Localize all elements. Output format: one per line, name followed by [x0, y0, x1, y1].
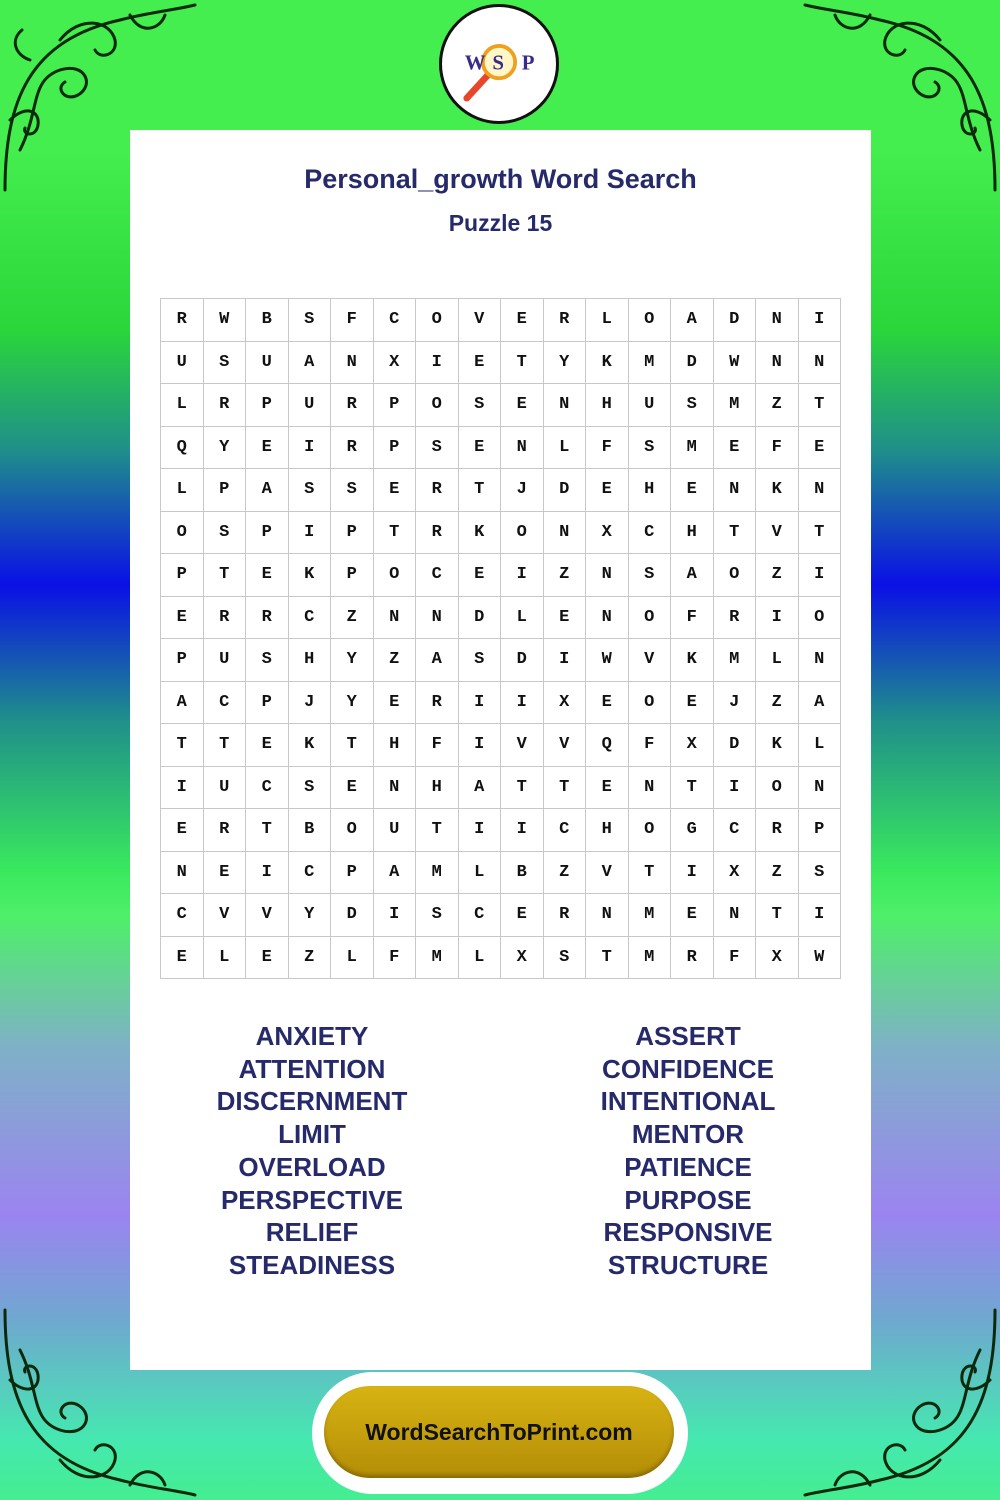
grid-cell[interactable]: P — [374, 427, 417, 470]
grid-cell[interactable]: Z — [756, 554, 799, 597]
grid-cell[interactable]: O — [331, 809, 374, 852]
grid-cell[interactable]: X — [544, 682, 587, 725]
site-logo[interactable] — [439, 4, 559, 124]
grid-cell[interactable]: C — [374, 299, 417, 342]
grid-cell[interactable]: T — [204, 554, 247, 597]
grid-cell[interactable]: O — [799, 597, 842, 640]
grid-cell[interactable]: N — [374, 767, 417, 810]
grid-cell[interactable]: E — [246, 427, 289, 470]
grid-cell[interactable]: S — [416, 427, 459, 470]
grid-cell[interactable]: E — [671, 894, 714, 937]
grid-cell[interactable]: F — [586, 427, 629, 470]
grid-cell[interactable]: A — [671, 554, 714, 597]
grid-cell[interactable]: E — [161, 597, 204, 640]
grid-cell[interactable]: I — [289, 427, 332, 470]
grid-cell[interactable]: N — [501, 427, 544, 470]
grid-cell[interactable]: N — [586, 894, 629, 937]
grid-cell[interactable]: E — [459, 342, 502, 385]
grid-cell[interactable]: I — [289, 512, 332, 555]
website-button[interactable]: WordSearchToPrint.com — [324, 1386, 674, 1478]
grid-cell[interactable]: T — [374, 512, 417, 555]
grid-cell[interactable]: S — [459, 384, 502, 427]
grid-cell[interactable]: Y — [331, 682, 374, 725]
grid-cell[interactable]: N — [629, 767, 672, 810]
grid-cell[interactable]: F — [756, 427, 799, 470]
grid-cell[interactable]: Q — [161, 427, 204, 470]
grid-cell[interactable]: T — [671, 767, 714, 810]
grid-cell[interactable]: E — [204, 852, 247, 895]
logo-letter-s: S — [492, 50, 504, 75]
grid-cell[interactable]: F — [671, 597, 714, 640]
grid-cell[interactable]: D — [459, 597, 502, 640]
grid-cell[interactable]: I — [544, 639, 587, 682]
grid-cell[interactable]: I — [799, 299, 842, 342]
grid-cell[interactable]: V — [501, 724, 544, 767]
grid-cell[interactable]: Z — [756, 384, 799, 427]
grid-cell[interactable]: I — [756, 597, 799, 640]
grid-cell[interactable]: X — [756, 937, 799, 980]
grid-cell[interactable]: V — [204, 894, 247, 937]
grid-cell[interactable]: S — [289, 767, 332, 810]
grid-cell[interactable]: T — [161, 724, 204, 767]
grid-cell[interactable]: S — [459, 639, 502, 682]
grid-cell[interactable]: A — [459, 767, 502, 810]
grid-cell[interactable]: U — [289, 384, 332, 427]
word-list-item: PURPOSE — [624, 1184, 752, 1215]
grid-cell[interactable]: A — [161, 682, 204, 725]
grid-cell[interactable]: K — [756, 469, 799, 512]
grid-cell[interactable]: C — [161, 894, 204, 937]
grid-cell[interactable]: F — [629, 724, 672, 767]
grid-cell[interactable]: R — [671, 937, 714, 980]
grid-cell[interactable]: K — [671, 639, 714, 682]
grid-cell[interactable]: H — [586, 809, 629, 852]
grid-cell[interactable]: H — [416, 767, 459, 810]
word-list-item: MENTOR — [631, 1119, 745, 1150]
grid-cell[interactable]: R — [416, 682, 459, 725]
grid-cell[interactable]: Z — [756, 852, 799, 895]
grid-cell[interactable]: H — [289, 639, 332, 682]
grid-cell[interactable]: T — [799, 384, 842, 427]
grid-cell[interactable]: N — [799, 639, 842, 682]
grid-cell[interactable]: C — [289, 597, 332, 640]
grid-cell[interactable]: P — [331, 852, 374, 895]
grid-cell[interactable]: D — [544, 469, 587, 512]
grid-cell[interactable]: I — [799, 554, 842, 597]
grid-cell[interactable]: I — [714, 767, 757, 810]
grid-cell[interactable]: I — [459, 809, 502, 852]
grid-cell[interactable]: D — [714, 299, 757, 342]
grid-cell[interactable]: S — [204, 342, 247, 385]
grid-cell[interactable]: P — [331, 554, 374, 597]
grid-cell[interactable]: L — [544, 427, 587, 470]
grid-cell[interactable]: O — [416, 384, 459, 427]
grid-cell[interactable]: G — [671, 809, 714, 852]
grid-cell[interactable]: Z — [374, 639, 417, 682]
grid-cell[interactable]: M — [714, 639, 757, 682]
grid-cell[interactable]: A — [416, 639, 459, 682]
grid-cell[interactable]: N — [756, 342, 799, 385]
grid-cell[interactable]: F — [714, 937, 757, 980]
puzzle-title: Personal_growth Word Search — [304, 164, 697, 194]
grid-cell[interactable]: K — [289, 724, 332, 767]
grid-cell[interactable]: C — [714, 809, 757, 852]
word-list-item: RESPONSIVE — [603, 1217, 773, 1248]
word-list-left — [162, 1020, 462, 1282]
word-list-item: PATIENCE — [624, 1151, 752, 1182]
magnifier-icon — [442, 7, 556, 121]
grid-cell[interactable]: L — [756, 639, 799, 682]
grid-cell[interactable]: F — [374, 937, 417, 980]
grid-cell[interactable]: D — [331, 894, 374, 937]
footer-button-frame — [312, 1372, 688, 1494]
grid-cell[interactable]: E — [501, 894, 544, 937]
grid-cell[interactable]: E — [671, 682, 714, 725]
word-list-item: CONFIDENCE — [602, 1053, 774, 1084]
grid-cell[interactable]: P — [246, 384, 289, 427]
grid-cell[interactable]: S — [671, 384, 714, 427]
grid-cell[interactable]: T — [544, 767, 587, 810]
grid-cell[interactable]: E — [501, 384, 544, 427]
grid-cell[interactable]: L — [161, 384, 204, 427]
grid-cell[interactable]: T — [459, 469, 502, 512]
grid-cell[interactable]: L — [586, 299, 629, 342]
grid-cell[interactable]: I — [501, 554, 544, 597]
grid-cell[interactable]: K — [459, 512, 502, 555]
grid-cell[interactable]: N — [331, 342, 374, 385]
grid-cell[interactable]: E — [544, 597, 587, 640]
grid-cell[interactable]: O — [501, 512, 544, 555]
grid-cell[interactable]: O — [629, 682, 672, 725]
grid-cell[interactable]: T — [416, 809, 459, 852]
grid-cell[interactable]: U — [161, 342, 204, 385]
grid-cell[interactable]: M — [629, 894, 672, 937]
grid-cell[interactable]: R — [756, 809, 799, 852]
grid-cell[interactable]: W — [714, 342, 757, 385]
grid-cell[interactable]: L — [459, 852, 502, 895]
grid-cell[interactable]: S — [289, 299, 332, 342]
grid-cell[interactable]: H — [374, 724, 417, 767]
grid-cell[interactable]: L — [799, 724, 842, 767]
grid-cell[interactable]: K — [289, 554, 332, 597]
grid-cell[interactable]: A — [289, 342, 332, 385]
grid-cell[interactable]: E — [246, 724, 289, 767]
grid-cell[interactable]: X — [586, 512, 629, 555]
grid-cell[interactable]: V — [459, 299, 502, 342]
grid-cell[interactable]: S — [246, 639, 289, 682]
grid-cell[interactable]: A — [246, 469, 289, 512]
grid-cell[interactable]: I — [501, 809, 544, 852]
grid-cell[interactable]: O — [629, 597, 672, 640]
word-list-item: STEADINESS — [228, 1249, 396, 1280]
grid-cell[interactable]: D — [671, 342, 714, 385]
grid-cell[interactable]: R — [161, 299, 204, 342]
grid-cell[interactable]: C — [246, 767, 289, 810]
word-list-item: PERSPECTIVE — [220, 1184, 404, 1215]
grid-cell[interactable]: S — [799, 852, 842, 895]
grid-cell[interactable]: W — [586, 639, 629, 682]
grid-cell[interactable]: M — [671, 427, 714, 470]
grid-cell[interactable]: E — [714, 427, 757, 470]
grid-cell[interactable]: S — [544, 937, 587, 980]
grid-cell[interactable]: L — [161, 469, 204, 512]
logo-letter-w: W — [464, 50, 486, 75]
word-list-item: ANXIETY — [255, 1021, 369, 1051]
grid-cell[interactable]: I — [374, 894, 417, 937]
grid-cell[interactable]: M — [714, 384, 757, 427]
grid-cell[interactable]: U — [204, 767, 247, 810]
grid-cell[interactable]: Z — [331, 597, 374, 640]
grid-cell[interactable]: P — [161, 639, 204, 682]
grid-cell[interactable]: B — [501, 852, 544, 895]
grid-cell[interactable]: T — [331, 724, 374, 767]
grid-cell[interactable]: A — [799, 682, 842, 725]
grid-cell[interactable]: H — [586, 384, 629, 427]
grid-cell[interactable]: R — [204, 597, 247, 640]
grid-cell[interactable]: B — [289, 809, 332, 852]
grid-cell[interactable]: E — [671, 469, 714, 512]
grid-cell[interactable]: Q — [586, 724, 629, 767]
grid-cell[interactable]: P — [374, 384, 417, 427]
grid-cell[interactable]: Z — [756, 682, 799, 725]
grid-cell[interactable]: M — [416, 852, 459, 895]
grid-cell[interactable]: N — [799, 469, 842, 512]
grid-cell[interactable]: U — [204, 639, 247, 682]
grid-cell[interactable]: V — [586, 852, 629, 895]
grid-cell[interactable]: O — [629, 299, 672, 342]
grid-cell[interactable]: O — [629, 809, 672, 852]
grid-cell[interactable]: R — [246, 597, 289, 640]
word-list-right — [538, 1020, 838, 1282]
grid-cell[interactable]: Y — [331, 639, 374, 682]
grid-cell[interactable]: E — [161, 937, 204, 980]
grid-cell[interactable]: H — [629, 469, 672, 512]
grid-cell[interactable]: R — [204, 809, 247, 852]
grid-cell[interactable]: M — [629, 342, 672, 385]
grid-cell[interactable]: J — [714, 682, 757, 725]
word-list-item: INTENTIONAL — [600, 1086, 776, 1117]
grid-cell[interactable]: P — [799, 809, 842, 852]
grid-cell[interactable]: A — [374, 852, 417, 895]
grid-cell[interactable]: P — [246, 682, 289, 725]
grid-cell[interactable]: I — [671, 852, 714, 895]
grid-cell[interactable]: Z — [544, 852, 587, 895]
grid-cell[interactable]: L — [459, 937, 502, 980]
grid-cell[interactable]: L — [204, 937, 247, 980]
grid-cell[interactable]: I — [501, 682, 544, 725]
grid-cell[interactable]: D — [501, 639, 544, 682]
grid-cell[interactable]: E — [459, 427, 502, 470]
grid-cell[interactable]: E — [586, 682, 629, 725]
grid-cell[interactable]: N — [799, 342, 842, 385]
grid-cell[interactable]: R — [416, 469, 459, 512]
grid-cell[interactable]: R — [331, 427, 374, 470]
grid-cell[interactable]: V — [544, 724, 587, 767]
grid-cell[interactable]: U — [246, 342, 289, 385]
grid-cell[interactable]: A — [671, 299, 714, 342]
grid-cell[interactable]: W — [204, 299, 247, 342]
grid-cell[interactable]: R — [714, 597, 757, 640]
logo-letter-p: P — [521, 50, 535, 75]
grid-cell[interactable]: D — [714, 724, 757, 767]
grid-cell[interactable]: S — [331, 469, 374, 512]
grid-cell[interactable]: I — [459, 724, 502, 767]
grid-cell[interactable]: J — [501, 469, 544, 512]
grid-cell[interactable]: T — [629, 852, 672, 895]
grid-cell[interactable]: N — [161, 852, 204, 895]
grid-cell[interactable]: N — [714, 894, 757, 937]
grid-cell[interactable]: I — [246, 852, 289, 895]
letter-grid[interactable] — [160, 298, 841, 979]
grid-cell[interactable]: E — [459, 554, 502, 597]
grid-cell[interactable]: O — [416, 299, 459, 342]
grid-cell[interactable]: E — [799, 427, 842, 470]
grid-cell[interactable]: S — [629, 554, 672, 597]
word-list-item: STRUCTURE — [607, 1249, 769, 1280]
grid-cell[interactable]: C — [416, 554, 459, 597]
word-list-item: OVERLOAD — [238, 1151, 386, 1182]
grid-cell[interactable]: T — [799, 512, 842, 555]
grid-cell[interactable]: O — [374, 554, 417, 597]
grid-cell[interactable]: I — [799, 894, 842, 937]
grid-cell[interactable]: N — [544, 384, 587, 427]
word-list-item: ATTENTION — [238, 1053, 386, 1084]
grid-cell[interactable]: L — [331, 937, 374, 980]
grid-cell[interactable]: K — [756, 724, 799, 767]
grid-cell[interactable]: B — [246, 299, 289, 342]
grid-cell[interactable]: J — [289, 682, 332, 725]
grid-cell[interactable]: R — [544, 299, 587, 342]
grid-cell[interactable]: N — [586, 554, 629, 597]
puzzle-subtitle: Puzzle 15 — [448, 210, 553, 236]
grid-cell[interactable]: F — [416, 724, 459, 767]
grid-cell[interactable]: X — [374, 342, 417, 385]
grid-cell[interactable]: I — [416, 342, 459, 385]
grid-cell[interactable]: E — [374, 469, 417, 512]
word-list-item: ASSERT — [635, 1021, 741, 1051]
grid-cell[interactable]: E — [246, 937, 289, 980]
grid-cell[interactable]: M — [629, 937, 672, 980]
grid-cell[interactable]: N — [756, 299, 799, 342]
grid-cell[interactable]: P — [204, 469, 247, 512]
grid-cell[interactable]: E — [586, 469, 629, 512]
grid-cell[interactable]: P — [161, 554, 204, 597]
grid-cell[interactable]: O — [161, 512, 204, 555]
grid-cell[interactable]: T — [501, 767, 544, 810]
grid-cell[interactable]: Z — [544, 554, 587, 597]
word-list-item: DISCERNMENT — [216, 1086, 408, 1117]
grid-cell[interactable]: M — [416, 937, 459, 980]
grid-cell[interactable]: T — [501, 342, 544, 385]
grid-cell[interactable]: S — [416, 894, 459, 937]
grid-cell[interactable]: V — [756, 512, 799, 555]
grid-cell[interactable]: N — [799, 767, 842, 810]
grid-cell[interactable]: I — [161, 767, 204, 810]
grid-cell[interactable]: V — [629, 639, 672, 682]
grid-cell[interactable]: F — [331, 299, 374, 342]
grid-cell[interactable]: K — [586, 342, 629, 385]
grid-cell[interactable]: V — [246, 894, 289, 937]
grid-cell[interactable]: Z — [289, 937, 332, 980]
grid-cell[interactable]: Y — [544, 342, 587, 385]
grid-cell[interactable]: N — [714, 469, 757, 512]
grid-cell[interactable]: T — [586, 937, 629, 980]
grid-cell[interactable]: E — [246, 554, 289, 597]
grid-cell[interactable]: L — [501, 597, 544, 640]
grid-cell[interactable]: S — [629, 427, 672, 470]
grid-cell[interactable]: O — [756, 767, 799, 810]
grid-cell[interactable]: S — [204, 512, 247, 555]
grid-cell[interactable]: E — [586, 767, 629, 810]
grid-cell[interactable]: X — [501, 937, 544, 980]
grid-cell[interactable]: T — [246, 809, 289, 852]
grid-cell[interactable]: S — [289, 469, 332, 512]
grid-cell[interactable]: E — [331, 767, 374, 810]
grid-cell[interactable]: C — [629, 512, 672, 555]
grid-cell[interactable]: N — [586, 597, 629, 640]
grid-cell[interactable]: R — [331, 384, 374, 427]
grid-cell[interactable]: T — [756, 894, 799, 937]
grid-cell[interactable]: Y — [204, 427, 247, 470]
grid-cell[interactable]: X — [714, 852, 757, 895]
grid-cell[interactable]: U — [629, 384, 672, 427]
grid-cell[interactable]: I — [459, 682, 502, 725]
grid-cell[interactable]: R — [544, 894, 587, 937]
grid-cell[interactable]: H — [671, 512, 714, 555]
puzzle-card — [130, 130, 871, 1370]
grid-cell[interactable]: E — [374, 682, 417, 725]
grid-cell[interactable]: C — [459, 894, 502, 937]
word-list-item: LIMIT — [278, 1119, 346, 1150]
word-list-item: RELIEF — [265, 1217, 359, 1248]
grid-cell[interactable]: X — [671, 724, 714, 767]
grid-cell[interactable]: W — [799, 937, 842, 980]
grid-cell[interactable]: R — [204, 384, 247, 427]
grid-cell[interactable]: C — [204, 682, 247, 725]
grid-cell[interactable]: N — [416, 597, 459, 640]
grid-cell[interactable]: N — [544, 512, 587, 555]
grid-cell[interactable]: P — [246, 512, 289, 555]
grid-cell[interactable]: U — [374, 809, 417, 852]
grid-cell[interactable]: C — [544, 809, 587, 852]
grid-cell[interactable]: E — [501, 299, 544, 342]
grid-cell[interactable]: P — [331, 512, 374, 555]
grid-cell[interactable]: T — [714, 512, 757, 555]
grid-cell[interactable]: T — [204, 724, 247, 767]
grid-cell[interactable]: Y — [289, 894, 332, 937]
grid-cell[interactable]: N — [374, 597, 417, 640]
grid-cell[interactable]: O — [714, 554, 757, 597]
grid-cell[interactable]: E — [161, 809, 204, 852]
grid-cell[interactable]: R — [416, 512, 459, 555]
grid-cell[interactable]: C — [289, 852, 332, 895]
